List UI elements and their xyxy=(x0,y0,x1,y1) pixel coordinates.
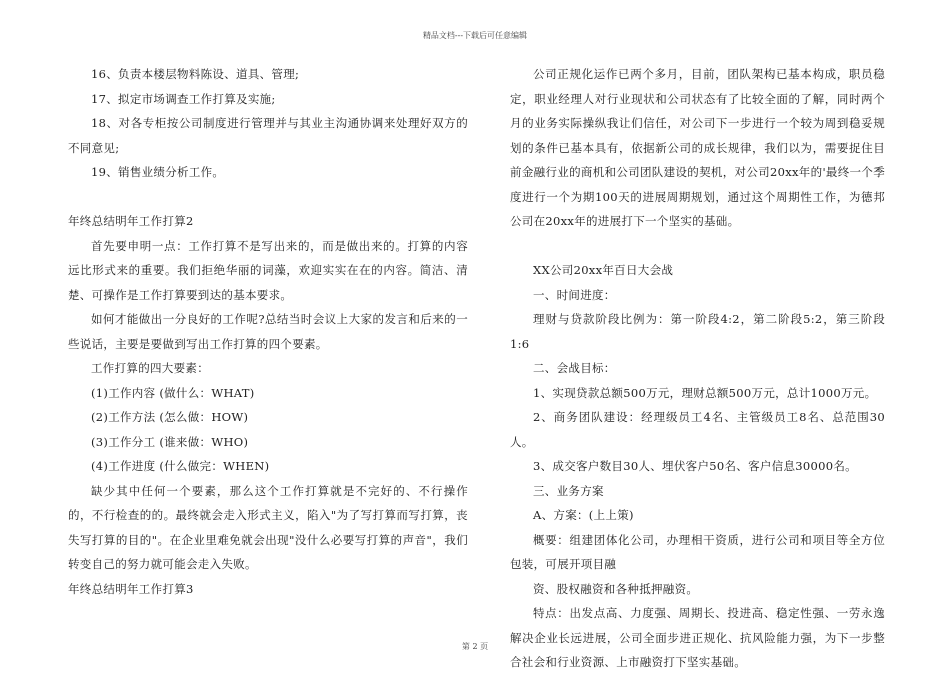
right-paragraph: 公司正规化运作已两个多月，目前，团队架构已基本构成，职员稳定，职业经理人对行业现状和公司状态有了比较全面的了解，同时两个月的业务实际操纵我让们信任，对公司下一步进行一个较为周到稳妥规划的条件已基本具有，依据新公司的成长规律，我们以为，需要捉住目前金融行业的商机和公司团队建设的契机，对公司20xx年的'最终一个季度进行一个为期100天的进展周期规划，通过这个周期性工作，为德邦公司在20xx年的进展打下一个坚实的基础。 xyxy=(510,67,885,228)
left-paragraph: (3)工作分工 (谁来做：WHO) xyxy=(91,434,249,449)
page-number: 第 2 页 xyxy=(461,642,489,651)
right-paragraph: 3、成交客户数目30人、埋伏客户50名、客户信息30000名。 xyxy=(533,459,857,473)
left-paragraph: 工作打算的四大要素： xyxy=(91,361,209,375)
left-paragraph: 年终总结明年工作打算3 xyxy=(68,581,194,596)
left-column xyxy=(68,62,468,601)
left-paragraph: 如何才能做出一分良好的工作呢?总结当时会议上大家的发言和后来的一些说话，主要是要做到写出工作打算的四个要素。 xyxy=(68,312,468,351)
paragraph-gap xyxy=(68,185,468,210)
right-paragraph: 2、商务团队建设：经理级员工4名、主管级员工8名、总范围30人。 xyxy=(510,410,885,449)
right-paragraph: 理财与贷款阶段比例为：第一阶段4:2，第二阶段5:2，第三阶段1:6 xyxy=(510,312,885,351)
left-paragraph: 年终总结明年工作打算2 xyxy=(68,214,194,228)
right-paragraph: 三、业务方案 xyxy=(533,483,604,498)
left-paragraph: 首先要申明一点：工作打算不是写出来的，而是做出来的。打算的内容远比形式来的重要。我们拒绝华丽的词藻，欢迎实实在在的内容。简洁、清楚、可操作是工作打算要到达的基本要求。 xyxy=(68,238,468,302)
right-paragraph: 概要：组建团体化公司，办理相干资质，进行公司和项目等全方位包装，可展开项目融 xyxy=(510,532,885,571)
left-paragraph: (2)工作方法 (怎么做：HOW) xyxy=(91,410,249,424)
left-paragraph: 18、对各专柜按公司制度进行管理并与其业主沟通协调来处理好双方的不同意见; xyxy=(68,116,468,155)
left-paragraph: (4)工作进度 (什么做完：WHEN) xyxy=(91,459,270,473)
left-paragraph: 16、负责本楼层物料陈设、道具、管理; xyxy=(91,67,300,81)
right-paragraph: 资、股权融资和各种抵押融资。 xyxy=(533,581,699,596)
right-column xyxy=(510,62,885,675)
right-paragraph: 1、实现贷款总额500万元，理财总额500万元，总计1000万元。 xyxy=(533,385,877,400)
right-paragraph: A、方案：(上上策) xyxy=(533,508,634,522)
right-paragraph: 一、时间进度： xyxy=(533,287,616,302)
paragraph-gap xyxy=(510,234,885,259)
right-paragraph: XX公司20xx年百日大会战 xyxy=(533,263,674,277)
left-paragraph: 缺少其中任何一个要素，那么这个工作打算就是不完好的、不行操作的，不行检查的的。最终就会走入形式主义，陷入"为了写打算而写打算，丧失写打算的目的"。在企业里难免就会出现"没什么必要写打算的声音"，我们转变自己的努力就可能会走入失败。 xyxy=(68,483,468,571)
page-header: 精品文档---下载后可任意编辑 xyxy=(422,31,528,40)
right-paragraph: 特点：出发点高、力度强、周期长、投进高、稳定性强、一劳永逸解决企业长远进展，公司全面步进正规化、抗风险能力强，为下一步整合社会和行业资源、上市融资打下坚实基础。 xyxy=(510,606,885,669)
right-paragraph: 二、会战目标： xyxy=(533,361,616,375)
left-paragraph: 19、销售业绩分析工作。 xyxy=(91,165,225,179)
left-paragraph: (1)工作内容 (做什么：WHAT) xyxy=(91,385,255,400)
left-paragraph: 17、拟定市场调查工作打算及实施; xyxy=(91,91,276,106)
